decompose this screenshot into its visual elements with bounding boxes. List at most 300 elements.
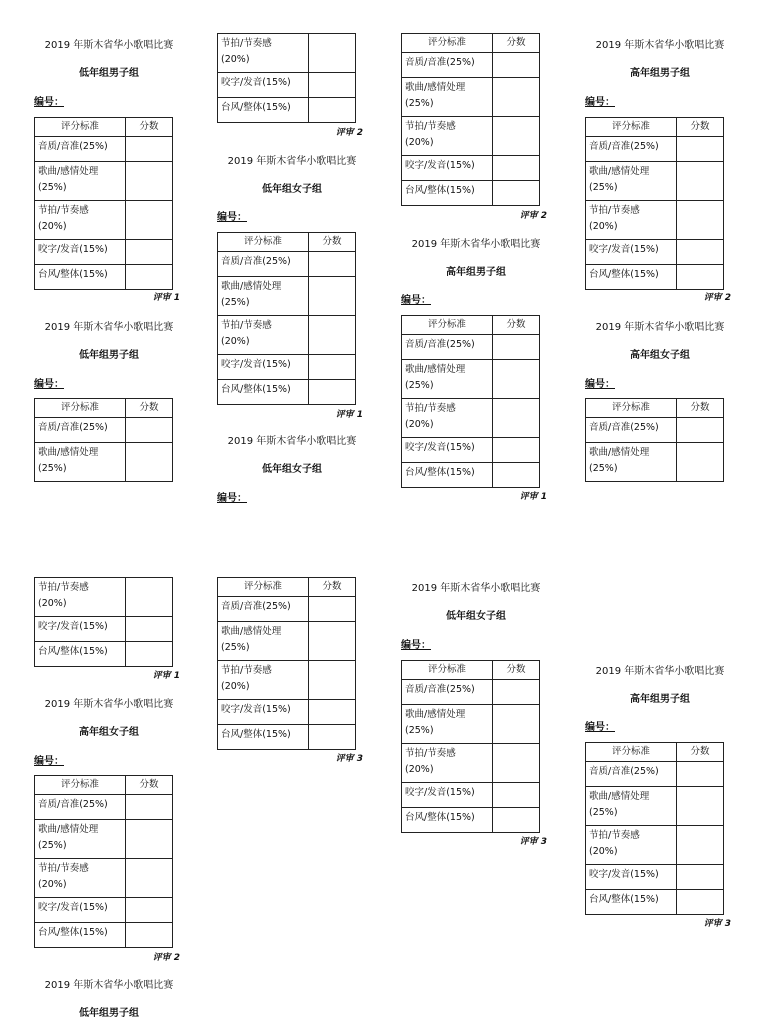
criterion-text: 节拍/节奏感 [38,863,89,874]
judge-label: 评审 2 [703,293,731,303]
score-input-cell[interactable] [677,762,724,787]
criteria-header: 评分标准 [35,399,126,418]
group-label: 低年组男子组 [79,68,139,79]
criterion-row [218,252,356,277]
criterion-text: 台风/整体(15%) [38,646,108,657]
criterion-cell [35,443,126,482]
criterion-text: 歌曲/感情处理 [38,824,99,835]
judge-label: 评审 1 [152,671,180,681]
table-header-row [35,399,173,418]
criterion-cell [218,34,309,73]
criterion-row [35,240,173,265]
score-table [217,577,356,750]
criterion-text: 节拍/节奏感 [405,121,456,132]
criterion-row [35,418,173,443]
criterion-cell [586,240,677,265]
criterion-text: 咬字/发音(15%) [221,77,291,88]
criterion-cell [35,240,126,265]
criterion-row [218,725,356,750]
criterion-cell [35,137,126,162]
score-input-cell[interactable] [493,78,540,117]
criterion-row [586,787,724,826]
criterion-text: (20%) [221,681,250,692]
score-input-cell[interactable] [309,34,356,73]
criterion-text: 咬字/发音(15%) [405,160,475,171]
criterion-row [402,438,540,463]
score-input-cell[interactable] [309,597,356,622]
table-header-row [402,34,540,53]
criterion-cell [218,73,309,98]
criterion-row [586,162,724,201]
score-header: 分数 [493,661,540,680]
score-input-cell[interactable] [677,201,724,240]
competition-title: 2019 年斯木省华小歌唱比赛 [44,699,174,710]
group-label: 低年组女子组 [262,184,322,195]
score-input-cell[interactable] [677,787,724,826]
score-table [401,315,540,488]
criterion-text: 节拍/节奏感 [589,205,640,216]
criterion-text: (20%) [221,336,250,347]
criterion-cell [35,859,126,898]
criterion-text: 音质/音准(25%) [589,141,659,152]
score-table [585,117,724,290]
criterion-row [218,73,356,98]
score-input-cell[interactable] [309,622,356,661]
criterion-cell [35,617,126,642]
judge-label: 评审 2 [519,211,547,221]
criterion-row [35,578,173,617]
criterion-text: (20%) [405,764,434,775]
criterion-cell [35,418,126,443]
criterion-text: 节拍/节奏感 [405,748,456,759]
score-input-cell[interactable] [493,783,540,808]
criterion-text: 台风/整体(15%) [589,269,659,280]
criterion-text: (25%) [405,725,434,736]
criterion-cell [35,578,126,617]
criterion-text: 歌曲/感情处理 [589,166,650,177]
criterion-row [402,181,540,206]
criterion-text: 音质/音准(25%) [38,422,108,433]
criterion-row [586,443,724,482]
judge-label: 评审 3 [703,919,731,929]
criterion-cell [586,865,677,890]
criterion-row [35,443,173,482]
criterion-cell [586,826,677,865]
score-input-cell[interactable] [309,73,356,98]
criterion-cell [586,137,677,162]
judge-label: 评审 1 [335,410,363,420]
criterion-text: 音质/音准(25%) [221,601,291,612]
score-table [217,232,356,405]
criterion-cell [402,705,493,744]
score-table [585,398,724,482]
score-input-cell[interactable] [493,463,540,488]
criteria-header: 评分标准 [218,233,309,252]
criterion-text: 音质/音准(25%) [405,684,475,695]
criterion-row [586,265,724,290]
criterion-row [218,98,356,123]
score-input-cell[interactable] [126,418,173,443]
score-input-cell[interactable] [126,795,173,820]
group-label: 低年组女子组 [446,611,506,622]
group-label: 高年组男子组 [630,694,690,705]
criterion-text: (20%) [38,598,67,609]
criterion-cell [218,252,309,277]
criterion-cell [35,923,126,948]
score-input-cell[interactable] [677,443,724,482]
criterion-row [35,137,173,162]
criterion-cell [218,597,309,622]
criterion-row [35,795,173,820]
criterion-cell [35,898,126,923]
criterion-row [218,622,356,661]
score-input-cell[interactable] [493,705,540,744]
table-header-row [35,118,173,137]
criterion-row [402,53,540,78]
criterion-text: 台风/整体(15%) [405,185,475,196]
criterion-text: 歌曲/感情处理 [589,791,650,802]
criterion-cell [402,78,493,117]
score-table [401,33,540,206]
criterion-text: (25%) [405,98,434,109]
criterion-cell [402,783,493,808]
criterion-text: (25%) [221,297,250,308]
score-input-cell[interactable] [309,661,356,700]
criterion-row [402,783,540,808]
number-label: 编号： [401,640,431,651]
criterion-text: (25%) [589,463,618,474]
criterion-text: 节拍/节奏感 [221,38,272,49]
score-input-cell[interactable] [493,808,540,833]
criterion-cell [218,277,309,316]
criterion-text: 歌曲/感情处理 [405,709,466,720]
criterion-text: 台风/整体(15%) [221,384,291,395]
score-header: 分数 [493,316,540,335]
criterion-text: 节拍/节奏感 [405,403,456,414]
competition-title: 2019 年斯木省华小歌唱比赛 [227,156,357,167]
table-header-row [402,316,540,335]
score-input-cell[interactable] [309,725,356,750]
criteria-header: 评分标准 [402,316,493,335]
score-input-cell[interactable] [677,826,724,865]
criterion-row [586,137,724,162]
score-input-cell[interactable] [126,265,173,290]
score-input-cell[interactable] [309,277,356,316]
score-input-cell[interactable] [493,335,540,360]
criterion-row [586,890,724,915]
criterion-row [218,277,356,316]
criterion-cell [218,725,309,750]
criterion-text: 咬字/发音(15%) [589,244,659,255]
criterion-row [218,34,356,73]
criterion-cell [586,201,677,240]
score-table [585,742,724,915]
criterion-row [402,705,540,744]
criterion-text: 台风/整体(15%) [405,467,475,478]
criteria-header: 评分标准 [35,118,126,137]
criterion-text: (20%) [405,137,434,148]
criterion-cell [586,162,677,201]
score-table [34,577,173,667]
criterion-text: 歌曲/感情处理 [405,364,466,375]
number-label: 编号： [585,379,615,390]
criterion-text: 咬字/发音(15%) [221,704,291,715]
criterion-text: (25%) [405,380,434,391]
table-header-row [586,399,724,418]
criterion-row [586,240,724,265]
score-input-cell[interactable] [126,137,173,162]
score-input-cell[interactable] [126,443,173,482]
score-input-cell[interactable] [493,156,540,181]
criterion-cell [402,744,493,783]
criterion-text: 节拍/节奏感 [221,665,272,676]
score-input-cell[interactable] [309,316,356,355]
criterion-cell [586,890,677,915]
score-input-cell[interactable] [126,898,173,923]
criterion-text: 咬字/发音(15%) [221,359,291,370]
criterion-cell [218,316,309,355]
score-input-cell[interactable] [493,680,540,705]
criterion-text: (25%) [221,642,250,653]
criterion-text: (25%) [589,807,618,818]
criterion-row [218,316,356,355]
score-input-cell[interactable] [677,418,724,443]
criteria-header: 评分标准 [218,578,309,597]
score-input-cell[interactable] [677,240,724,265]
score-input-cell[interactable] [677,137,724,162]
score-input-cell[interactable] [309,380,356,405]
table-header-row [586,118,724,137]
competition-title: 2019 年斯木省华小歌唱比赛 [595,322,725,333]
competition-title: 2019 年斯木省华小歌唱比赛 [44,322,174,333]
score-table [217,33,356,123]
criterion-row [35,201,173,240]
criterion-row [218,661,356,700]
number-label: 编号： [34,97,64,108]
criterion-row [35,898,173,923]
score-input-cell[interactable] [493,360,540,399]
criterion-text: 音质/音准(25%) [405,57,475,68]
score-input-cell[interactable] [677,865,724,890]
criterion-text: 歌曲/感情处理 [405,82,466,93]
table-header-row [402,661,540,680]
score-header: 分数 [126,776,173,795]
score-header: 分数 [493,34,540,53]
number-label: 编号： [585,722,615,733]
judge-label: 评审 3 [519,837,547,847]
criterion-text: 咬字/发音(15%) [405,442,475,453]
criterion-text: (25%) [38,463,67,474]
criterion-cell [402,808,493,833]
group-label: 低年组男子组 [79,350,139,361]
criterion-row [402,117,540,156]
criterion-cell [402,53,493,78]
score-header: 分数 [677,399,724,418]
judge-label: 评审 3 [335,754,363,764]
criterion-text: 歌曲/感情处理 [38,166,99,177]
score-input-cell[interactable] [126,240,173,265]
criterion-row [402,335,540,360]
score-input-cell[interactable] [126,642,173,667]
criterion-text: 咬字/发音(15%) [38,621,108,632]
criterion-cell [218,380,309,405]
group-label: 低年组男子组 [79,1008,139,1019]
criteria-header: 评分标准 [586,118,677,137]
judge-label: 评审 1 [519,492,547,502]
score-input-cell[interactable] [493,53,540,78]
criterion-cell [218,355,309,380]
table-header-row [586,743,724,762]
group-label: 高年组男子组 [446,267,506,278]
criterion-cell [586,762,677,787]
criterion-text: 歌曲/感情处理 [38,447,99,458]
criterion-text: 音质/音准(25%) [38,141,108,152]
score-input-cell[interactable] [493,438,540,463]
criterion-row [586,418,724,443]
score-input-cell[interactable] [126,820,173,859]
competition-title: 2019 年斯木省华小歌唱比赛 [595,40,725,51]
criteria-header: 评分标准 [402,661,493,680]
score-input-cell[interactable] [493,117,540,156]
criterion-cell [35,265,126,290]
score-input-cell[interactable] [309,700,356,725]
score-input-cell[interactable] [309,355,356,380]
score-input-cell[interactable] [677,162,724,201]
criterion-text: 咬字/发音(15%) [38,244,108,255]
criterion-text: (20%) [38,221,67,232]
criterion-row [586,762,724,787]
criterion-text: 台风/整体(15%) [38,927,108,938]
criterion-row [218,700,356,725]
criterion-text: 音质/音准(25%) [221,256,291,267]
criterion-cell [402,360,493,399]
group-label: 低年组女子组 [262,464,322,475]
score-input-cell[interactable] [126,617,173,642]
criterion-text: 咬字/发音(15%) [405,787,475,798]
criterion-text: (25%) [38,182,67,193]
score-input-cell[interactable] [126,923,173,948]
score-header: 分数 [126,118,173,137]
criterion-row [402,808,540,833]
score-input-cell[interactable] [126,162,173,201]
criterion-text: 音质/音准(25%) [589,422,659,433]
score-input-cell[interactable] [677,265,724,290]
criterion-row [586,826,724,865]
judge-label: 评审 1 [152,293,180,303]
criterion-cell [35,795,126,820]
number-label: 编号： [34,756,64,767]
criterion-row [402,78,540,117]
criteria-header: 评分标准 [586,743,677,762]
criterion-text: 音质/音准(25%) [589,766,659,777]
criterion-text: (25%) [38,840,67,851]
criterion-cell [586,443,677,482]
number-label: 编号： [34,379,64,390]
criterion-cell [402,399,493,438]
score-input-cell[interactable] [493,181,540,206]
criterion-cell [218,661,309,700]
criterion-cell [402,335,493,360]
competition-title: 2019 年斯木省华小歌唱比赛 [595,666,725,677]
criterion-row [35,162,173,201]
score-table [34,775,173,948]
criterion-text: (20%) [589,221,618,232]
score-header: 分数 [677,743,724,762]
score-table [34,117,173,290]
criterion-text: (20%) [38,879,67,890]
criterion-cell [218,700,309,725]
criterion-text: 咬字/发音(15%) [38,902,108,913]
criterion-cell [218,622,309,661]
score-input-cell[interactable] [126,578,173,617]
criteria-header: 评分标准 [402,34,493,53]
criterion-row [35,642,173,667]
score-header: 分数 [309,578,356,597]
score-input-cell[interactable] [126,859,173,898]
criterion-row [35,265,173,290]
criterion-row [35,617,173,642]
criterion-row [35,820,173,859]
criteria-header: 评分标准 [586,399,677,418]
criterion-text: 台风/整体(15%) [221,102,291,113]
score-input-cell[interactable] [493,744,540,783]
score-input-cell[interactable] [309,252,356,277]
criterion-text: 音质/音准(25%) [38,799,108,810]
criteria-header: 评分标准 [35,776,126,795]
number-label: 编号： [217,212,247,223]
group-label: 高年组女子组 [630,350,690,361]
score-input-cell[interactable] [309,98,356,123]
criterion-cell [402,438,493,463]
score-header: 分数 [677,118,724,137]
criterion-cell [402,463,493,488]
table-header-row [218,233,356,252]
criterion-row [586,201,724,240]
number-label: 编号： [585,97,615,108]
judge-label: 评审 2 [335,128,363,138]
competition-title: 2019 年斯木省华小歌唱比赛 [44,980,174,991]
criterion-cell [402,156,493,181]
table-header-row [35,776,173,795]
criterion-cell [586,787,677,826]
criterion-text: 歌曲/感情处理 [221,281,282,292]
score-header: 分数 [309,233,356,252]
score-table [34,398,173,482]
criterion-cell [35,162,126,201]
number-label: 编号： [401,295,431,306]
criterion-text: 节拍/节奏感 [589,830,640,841]
competition-title: 2019 年斯木省华小歌唱比赛 [227,436,357,447]
criterion-text: 音质/音准(25%) [405,339,475,350]
criterion-cell [402,117,493,156]
competition-title: 2019 年斯木省华小歌唱比赛 [44,40,174,51]
criterion-cell [586,265,677,290]
criterion-cell [35,201,126,240]
criterion-text: 台风/整体(15%) [221,729,291,740]
criterion-text: 节拍/节奏感 [221,320,272,331]
judge-label: 评审 2 [152,953,180,963]
score-input-cell[interactable] [493,399,540,438]
criterion-text: 台风/整体(15%) [405,812,475,823]
score-input-cell[interactable] [677,890,724,915]
criterion-cell [402,680,493,705]
criterion-row [586,865,724,890]
score-input-cell[interactable] [126,201,173,240]
criterion-text: 歌曲/感情处理 [589,447,650,458]
score-table [401,660,540,833]
competition-title: 2019 年斯木省华小歌唱比赛 [411,583,541,594]
criterion-row [402,156,540,181]
